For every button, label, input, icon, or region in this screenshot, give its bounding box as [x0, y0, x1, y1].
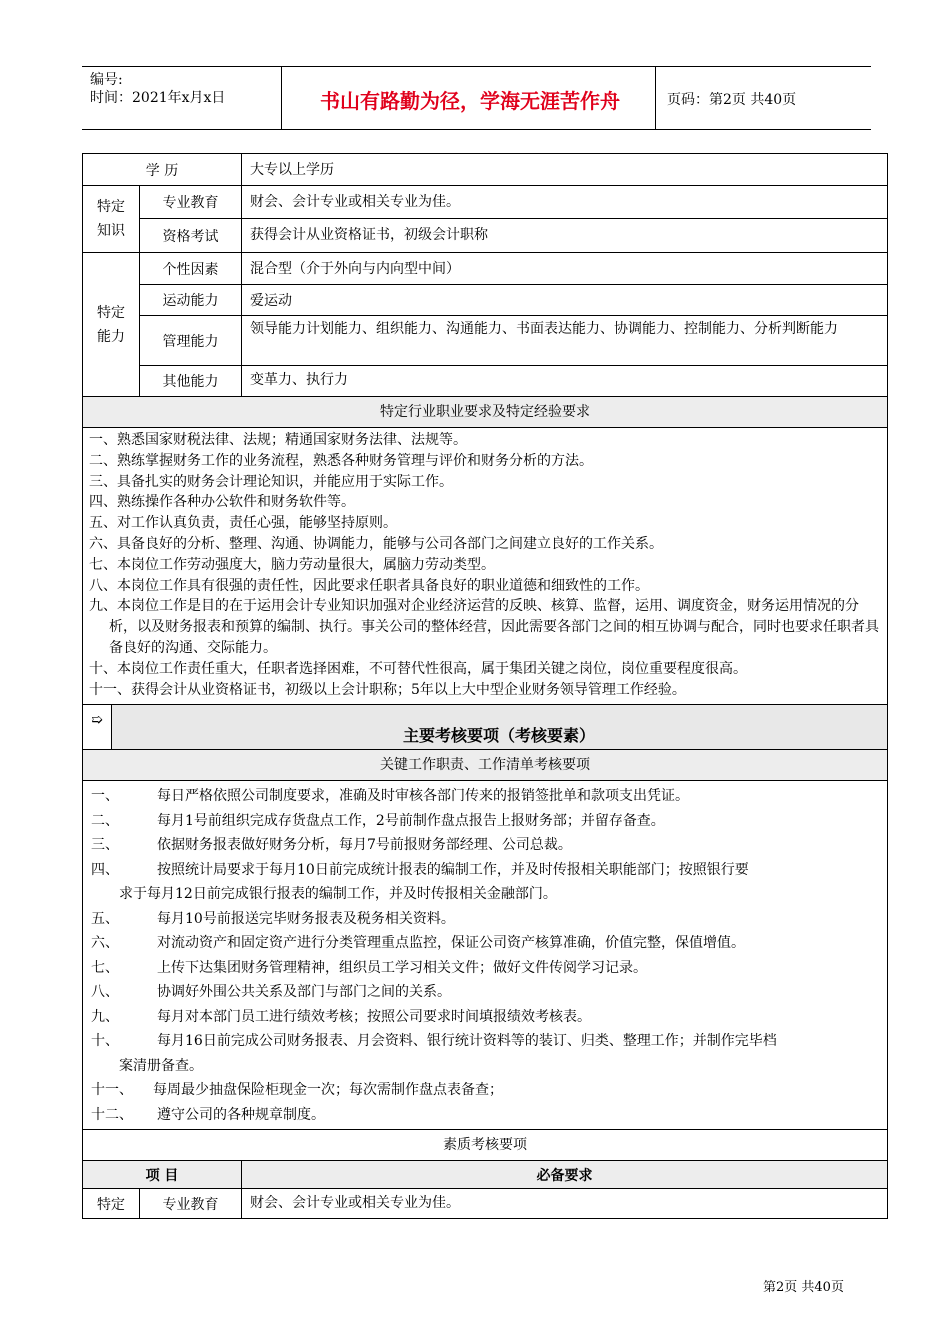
list-item: 二、熟练掌握财务工作的业务流程，熟悉各种财务管理与评价和财务分析的方法。: [89, 452, 593, 469]
header-meta: [90, 71, 225, 107]
code-label: 编号:: [90, 72, 123, 88]
industry-title: 特定行业职业要求及特定经验要求: [83, 397, 887, 428]
header-page-info: 页码：第2页 共40页: [667, 92, 797, 108]
arrow-icon: ➯: [83, 705, 112, 749]
quality-row: [83, 1189, 887, 1218]
knowledge-row: [140, 186, 887, 219]
knowledge-group: [83, 186, 887, 253]
list-item: 四、熟练操作各种办公软件和财务软件等。: [89, 494, 355, 511]
list-item: 九、本岗位工作是目的在于运用会计专业知识加强对企业经济运营的反映、核算、监督，运用、调度资金，财务运用情况的分析，以及财务报表和预算的编制、执行。事关公司的整体经营，因此需要各部门之间的相互协调与配合，同时也要求任职者具备良好的沟通、交际能力。: [89, 598, 879, 656]
ability-row-label: 其他能力: [162, 374, 219, 390]
duty-item: 十、 每月16日前完成公司财务报表、月会资料、银行统计资料等的装订、归类、整理工作；并制作完毕档: [91, 1033, 777, 1050]
list-item: 六、具备良好的分析、整理、沟通、协调能力，能够与公司各部门之间建立良好的工作关系。: [89, 535, 663, 552]
education-value: 大专以上学历: [241, 154, 887, 185]
header-divider: [281, 67, 282, 129]
list-item: 八、本岗位工作具有很强的责任性，因此要求任职者具备良好的职业道德和细致性的工作。: [89, 577, 649, 594]
page-header: [82, 66, 871, 130]
knowledge-row-value: 获得会计从业资格证书，初级会计职称: [241, 219, 887, 252]
quality-group-label: 特定: [97, 1196, 125, 1213]
date-label: 时间：2021年x月x日: [90, 90, 226, 106]
knowledge-row-value: 财会、会计专业或相关专业为佳。: [241, 186, 887, 218]
header-motto: 书山有路勤为径，学海无涯苦作舟: [320, 89, 620, 113]
list-item: 一、熟悉国家财税法律、法规；精通国家财务法律、法规等。: [89, 432, 467, 448]
list-item: 十一、获得会计从业资格证书，初级以上会计职称；5年以上大中型企业财务领导管理工作经验。: [89, 681, 686, 698]
page-footer: 第2页 共40页: [763, 1280, 844, 1295]
ability-row: [140, 316, 887, 366]
duty-item: 二、 每月1号前组织完成存货盘点工作，2号前制作盘点报告上报财务部；并留存备查。: [91, 812, 665, 829]
ability-row: [140, 253, 887, 285]
knowledge-row: [140, 219, 887, 252]
list-item: 五、对工作认真负责，责任心强，能够坚持原则。: [89, 515, 397, 532]
ability-row-label: 管理能力: [162, 333, 219, 350]
duty-item-continuation: 求于每月12日前完成银行报表的编制工作，并及时传报相关金融部门。: [119, 886, 557, 903]
knowledge-label: 特定 知识: [97, 199, 125, 239]
industry-list: [83, 428, 887, 705]
ability-group: [83, 253, 887, 397]
col-item-header: 项 目: [145, 1167, 179, 1184]
list-item: 三、具备扎实的财务会计理论知识，并能应用于实际工作。: [89, 473, 453, 490]
assessment-header: [83, 705, 887, 750]
quality-row-value: 财会、会计专业或相关专业为佳。: [241, 1189, 887, 1218]
ability-label: 特定 能力: [97, 304, 125, 345]
education-row: [83, 154, 887, 186]
duty-item: 四、 按照统计局要求于每月10日前完成统计报表的编制工作，并及时传报相关职能部门；按照银行要: [91, 861, 749, 878]
assessment-title: 主要考核要项（考核要素）: [402, 726, 595, 746]
ability-row: [140, 366, 887, 396]
duties-title: 关键工作职责、工作清单考核要项: [83, 750, 887, 781]
list-item: 七、本岗位工作劳动强度大，脑力劳动量很大，属脑力劳动类型。: [89, 556, 495, 573]
ability-row: [140, 285, 887, 316]
knowledge-row-label: 专业教育: [162, 195, 219, 211]
duty-item-continuation: 案清册备查。: [119, 1057, 203, 1074]
duty-item: 七、 上传下达集团财务管理精神，组织员工学习相关文件；做好文件传阅学习记录。: [91, 959, 647, 976]
duties-list: [83, 781, 887, 1130]
duty-item: 一、 每日严格依照公司制度要求，准确及时审核各部门传来的报销签批单和款项支出凭证。: [91, 788, 689, 805]
duty-item: 九、 每月对本部门员工进行绩效考核；按照公司要求时间填报绩效考核表。: [91, 1008, 591, 1025]
duty-item: 三、 依据财务报表做好财务分析，每月7号前报财务部经理、公司总裁。: [91, 837, 572, 854]
duty-item: 十一、 每周最少抽盘保险柜现金一次；每次需制作盘点表备查；: [91, 1082, 503, 1099]
ability-row-label: 个性因素: [162, 261, 219, 278]
quality-row-label: 专业教育: [139, 1189, 241, 1218]
ability-row-value: 变革力、执行力: [241, 366, 887, 396]
duty-item: 六、 对流动资产和固定资产进行分类管理重点监控，保证公司资产核算准确，价值完整，保值增值。: [91, 935, 745, 952]
quality-header-row: [83, 1161, 887, 1189]
duty-item: 五、 每月10号前报送完毕财务报表及税务相关资料。: [91, 910, 455, 927]
list-item: 十、本岗位工作责任重大，任职者选择困难，不可替代性很高，属于集团关键之岗位，岗位重要程度很高。: [89, 660, 747, 677]
ability-row-value: 爱运动: [241, 285, 887, 315]
duty-item: 八、 协调好外围公共关系及部门与部门之间的关系。: [91, 984, 451, 1001]
ability-row-value: 混合型（介于外向与内向型中间）: [241, 253, 887, 284]
ability-row-value: 领导能力计划能力、组织能力、沟通能力、书面表达能力、协调能力、控制能力、分析判断能力: [241, 316, 887, 365]
quality-title: 素质考核要项: [83, 1130, 887, 1161]
ability-row-label: 运动能力: [162, 293, 219, 309]
job-requirements-table: [82, 153, 888, 1219]
knowledge-row-label: 资格考试: [162, 228, 219, 245]
duty-item: 十二、 遵守公司的各种规章制度。: [91, 1106, 325, 1123]
education-label: 学 历: [145, 162, 179, 179]
header-divider: [655, 67, 656, 129]
col-req-header: 必备要求: [241, 1161, 887, 1188]
